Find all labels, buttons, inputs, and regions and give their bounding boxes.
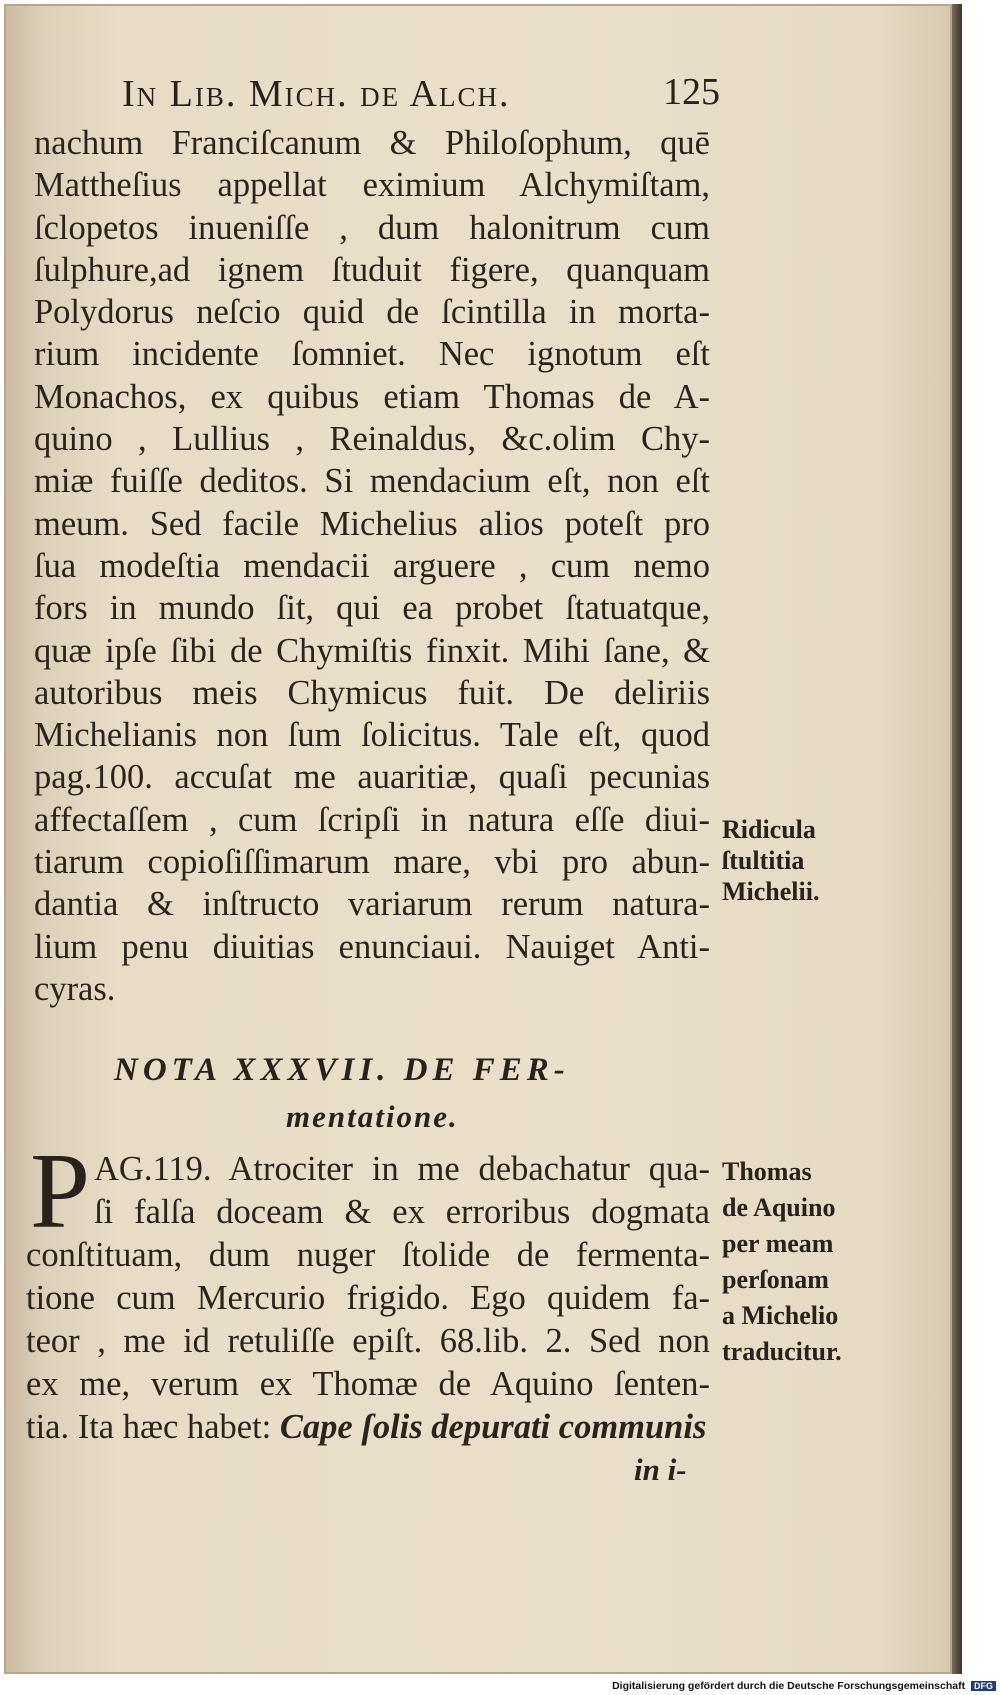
marginal-note-line: ſtultitia: [722, 846, 805, 875]
text-run: tia. Ita hæc habet:: [26, 1408, 272, 1446]
marginal-note-line: a Michelio: [722, 1301, 839, 1330]
marginal-note-line: per meam: [722, 1229, 834, 1258]
text-line: nachum Franciſcanum & Philoſophum, quē: [34, 124, 710, 162]
text-line: conſtituam, dum nuger ſtolide de fermenta-: [26, 1236, 710, 1274]
text-line: ſi falſa doceam & ex erroribus dogmata: [94, 1193, 710, 1231]
marginal-note-line: perſonam: [722, 1265, 829, 1294]
book-page: [4, 4, 952, 1674]
italic-quote: Cape ſolis depurati communis: [279, 1408, 707, 1446]
text-line: teor , me id retuliſſe epiſt. 68.lib. 2. Sed non: [26, 1322, 710, 1360]
text-line: quæ ipſe ſibi de Chymiſtis finxit. Mihi ſane, &: [34, 631, 710, 670]
text-line: Mattheſius appellat eximium Alchymiſtam,: [34, 166, 710, 205]
paragraph-1: [34, 122, 710, 1010]
text-line: pag.100. accuſat me auaritiæ, quaſi pecunias: [34, 758, 710, 797]
credit-text: Digitalisierung gefördert durch die Deutsche Forschungsgemeinschaft: [612, 1680, 966, 1692]
text-line: cyras.: [34, 969, 116, 1008]
text-line: miæ fuiſſe deditos. Si mendacium eſt, non eſt: [34, 462, 710, 501]
text-line: Michelianis non ſum ſolicitus. Tale eſt, quod: [34, 716, 710, 755]
text-line: tiarum copioſiſſimarum mare, vbi pro abun-: [34, 843, 710, 882]
text-line: ſua modeſtia mendacii arguere , cum nemo: [34, 546, 710, 585]
text-line: lium penu diuitias enunciaui. Nauiget Anti-: [34, 927, 710, 966]
catchword: in i-: [634, 1452, 687, 1487]
text-line: quino , Lullius , Reinaldus, &c.olim Chy-: [34, 420, 710, 459]
text-line: fors in mundo ſit, qui ea probet ſtatuatque,: [34, 589, 710, 628]
digitization-credit: [612, 1680, 996, 1694]
text-line: autoribus meis Chymicus fuit. De deliriis: [34, 673, 710, 712]
text-line: ex me, verum ex Thomæ de Aquino ſenten-: [26, 1365, 710, 1403]
text-line: affectaſſem , cum ſcripſi in natura eſſe diui-: [34, 800, 710, 839]
page-edge-shadow: [952, 4, 962, 1674]
text-line: meum. Sed facile Michelius alios poteſt pro: [34, 504, 710, 543]
marginal-note-2: [722, 1154, 842, 1370]
text-line: ſulphure,ad ignem ſtuduit figere, quanquam: [34, 250, 710, 289]
dfg-logo-icon: DFG: [971, 1681, 996, 1691]
marginal-note-1: [722, 814, 819, 907]
text-line: Polydorus neſcio quid de ſcintilla in morta-: [34, 293, 710, 332]
text-line: tione cum Mercurio frigido. Ego quidem fa-: [26, 1279, 710, 1317]
text-line: Monachos, ex quibus etiam Thomas de A-: [34, 377, 710, 416]
text-line: [26, 1406, 710, 1449]
marginal-note-line: de Aquino: [722, 1193, 836, 1222]
text-line: AG.119. Atrociter in me debachatur qua-: [94, 1150, 710, 1188]
marginal-note-line: Thomas: [722, 1157, 812, 1186]
marginal-note-line: Michelii.: [722, 877, 820, 906]
marginal-note-line: traducitur.: [722, 1337, 842, 1366]
marginal-note-line: Ridicula: [722, 815, 816, 844]
section-heading: NOTA XXXVII. DE FER-: [114, 1052, 570, 1088]
section-heading-continued: mentatione.: [286, 1099, 459, 1134]
paragraph-2: [26, 1132, 710, 1449]
running-head: In Lib. Mich. de Alch.: [122, 73, 511, 115]
page-number: 125: [663, 71, 720, 113]
drop-cap: P: [30, 1132, 91, 1251]
text-line: rium incidente ſomniet. Nec ignotum eſt: [34, 335, 710, 374]
text-line: ſclopetos inueniſſe , dum halonitrum cum: [34, 208, 710, 247]
text-line: dantia & inſtructo variarum rerum natura-: [34, 885, 710, 924]
